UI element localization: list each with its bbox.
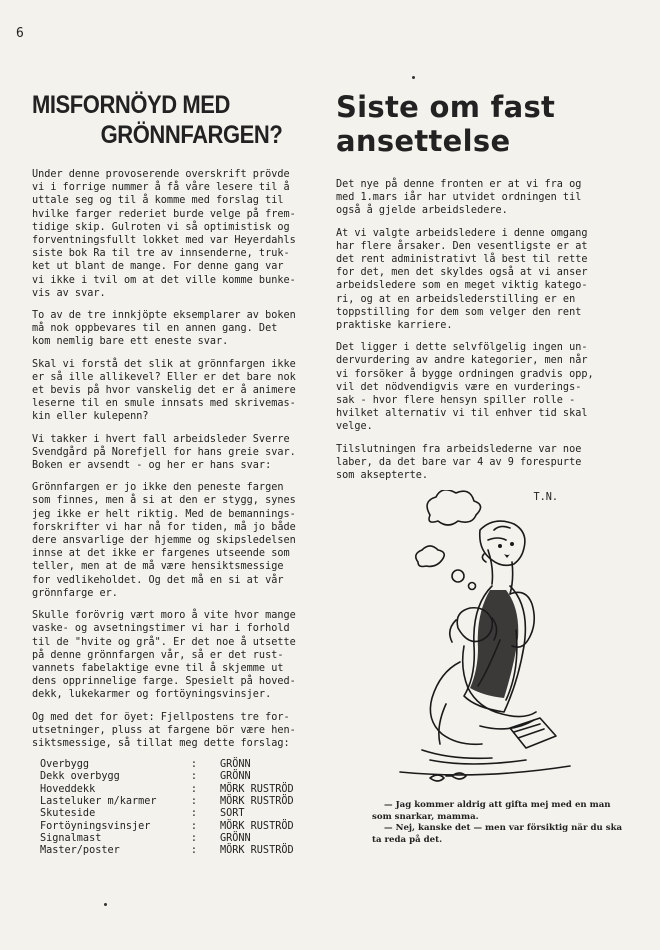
list-item: Lasteluker m/karmer : MÖRK RUSTRÖD [40,796,294,808]
list-item: Skuteside : SORT [40,808,245,820]
left-title-line2: GRÖNNFARGEN? [100,121,283,149]
print-speck [412,76,415,79]
caption-line: — Nej, kanske det — men var försiktig när du ska ta reda på det. [372,823,623,845]
right-title-line1: Siste om fast [336,90,556,124]
right-paragraph: Tilslutningen fra arbeidslederne var noe laber, da det bare var 4 av 9 forespurte som aksepterte. [336,443,582,482]
list-item: Fortöyningsvinsjer : MÖRK RUSTRÖD [40,820,294,832]
list-item: Signalmast : GRÖNN [40,832,251,844]
right-article-title [336,90,628,158]
right-title-line2: ansettelse [336,124,511,158]
caption-line: — Jag kommer aldrig att gifta mej med en man som snarkar, mamma. [372,800,611,822]
cartoon-caption [372,800,630,846]
right-paragraph: Det ligger i dette selvfölgelig ingen un- dervurdering av andre kategorier, men når vi forsöker å bygge ordningen gradvis opp, vil det nödvendigvis være en vurderings- sak - hvor flere hensyn spiller rolle - hvilket alternativ vi til enhver tid skal velge. [336,342,594,433]
left-paragraph: Og med det for öyet: Fjellpostens tre for- utsetninger, pluss at fargene bör være hen- siktsmessige, så tillat meg dette forslag: [32,711,296,749]
left-paragraph: Skulle forövrig vært moro å vite hvor mange vaske- og avsetningstimer vi har i forhold til de "hvite og grå". Er det noe å utsette på denne grönnfargen vår, så er det rust- vannets fabelaktige evne til å skjemme ut dens opprinnelige farge. Spesielt på hoved- dekk, lukekarmer og fortöyningsvinsjer. [32,610,296,701]
list-item: Overbygg : GRÖNN [40,759,251,771]
right-article [336,90,628,513]
left-article-title [32,90,283,150]
left-paragraph: To av de tre innkjöpte eksemplarer av boken må nok oppbevares til en annen gang. Det kom nemlig bare ett eneste svar. [32,310,296,348]
left-paragraph: Under denne provoserende overskrift prövde vi i forrige nummer å få våre lesere til å uttale seg og til å komme med forslag til hvilke farger rederiet burde velge på frem- tidige skip. Gulroten vi så optimistisk og forventningsfullt lokket med var Heyerdahls siste bok Ra til tre av innsenderne, truk- ket ut blant de mange. For denne gang var vi ikke i tvil om at det ville komme bunke- vis av svar. [32,169,296,299]
author-signature: T.N. [533,492,558,504]
left-paragraph: Vi takker i hvert fall arbeidsleder Sverre Svendgård på Norefjell for hans greie svar. Boken er avsendt - og her er hans svar: [32,433,296,472]
print-speck [104,903,107,906]
left-paragraph: Grönnfargen er jo ikke den peneste fargen som finnes, men å si at den er stygg, synes jeg ikke er helt riktig. Med de bemannings- forskrifter vi har nå for tiden, må jo både dere ansvarlige der hjemme og skipsledelsen innse at det ikke er fargenes utseende som teller, men at de må være hensiktsmessige for vedlikeholdet. Og det må en si at vår grönnfarge er. [32,482,296,599]
left-title-line1: MISFORNÖYD MED [32,91,230,119]
left-paragraph: Skal vi forstå det slik at grönnfargen ikke er så ille allikevel? Eller er det bare nok et bevis på hvor vanskelig det er å animere leserne til en smule innsats med skrivemas- kin eller kulepenn? [32,358,296,423]
page-number: 6 [16,26,24,41]
color-proposal-list [32,759,294,857]
right-paragraph: At vi valgte arbeidsledere i denne omgang har flere årsaker. Den vesentligste er at det rent administrativt lå best til rette for det, men det skyldes også at vi anser arbeidsledere som en meget viktig katego- ri, og at en arbeidslederstilling er en toppstilling for dem som velger den rent praktiske karriere. [336,227,588,332]
list-item: Hoveddekk : MÖRK RUSTRÖD [40,783,294,795]
list-item: Dekk overbygg : GRÖNN [40,771,251,783]
left-article [32,90,314,858]
cartoon-illustration [360,490,600,790]
right-paragraph: Det nye på denne fronten er at vi fra og med 1.mars iår har utvidet ordningen til også å gjelde arbeidsledere. [336,179,582,217]
list-item: Master/poster : MÖRK RUSTRÖD [40,845,294,857]
